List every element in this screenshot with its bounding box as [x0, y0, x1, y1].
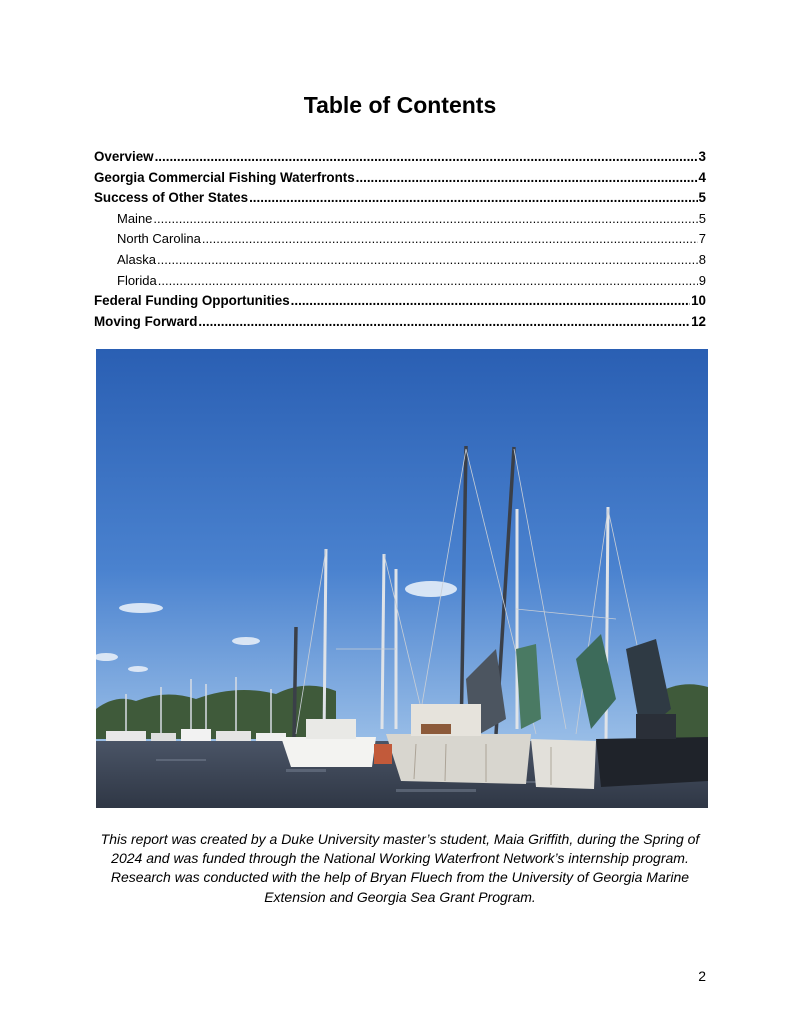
toc-entry-federal-funding[interactable] — [94, 291, 706, 312]
toc-entry-label: Georgia Commercial Fishing Waterfronts — [94, 169, 355, 185]
toc-dot-leader — [202, 229, 698, 250]
toc-dot-leader — [249, 188, 697, 209]
toc-entry-success-other-states[interactable] — [94, 188, 706, 209]
toc-dot-leader — [153, 209, 697, 230]
toc-entry-page: 8 — [698, 251, 706, 267]
toc-dot-leader — [356, 168, 698, 189]
toc-entry-overview[interactable] — [94, 147, 706, 168]
toc-entry-page: 10 — [691, 293, 706, 309]
toc-dot-leader — [291, 291, 690, 312]
toc-entry-maine[interactable] — [94, 209, 706, 230]
toc-entry-label: Maine — [117, 210, 153, 226]
page-number: 2 — [698, 968, 706, 984]
toc-entry-page: 7 — [698, 231, 706, 247]
page-title: Table of Contents — [303, 92, 497, 118]
toc-entry-georgia-waterfronts[interactable] — [94, 168, 706, 189]
toc-entry-north-carolina[interactable] — [94, 229, 706, 250]
toc-entry-label: Federal Funding Opportunities — [94, 293, 290, 309]
toc-entry-page: 12 — [691, 313, 706, 329]
toc-entry-label: Success of Other States — [94, 190, 249, 206]
toc-dot-leader — [158, 271, 698, 292]
toc-dot-leader — [155, 147, 698, 168]
toc-dot-leader — [198, 312, 690, 333]
toc-entry-label: North Carolina — [117, 231, 201, 247]
toc-entry-moving-forward[interactable] — [94, 312, 706, 333]
toc-entry-label: Moving Forward — [94, 313, 198, 329]
toc-entry-page: 5 — [698, 210, 706, 226]
photo-caption: This report was created by a Duke University master’s student, Maia Griffith, during the Spring of 2024 and was funded through the National Working Waterfront Network’s internship program. Research was conducted with the help of Bryan Fluech from the University of Georgia Marine Extension and Georgia Sea Grant Program. — [100, 831, 700, 905]
toc-entry-alaska[interactable] — [94, 250, 706, 271]
toc-entry-page: 5 — [698, 190, 706, 206]
toc-entry-page: 3 — [698, 149, 706, 164]
table-of-contents — [94, 147, 706, 332]
toc-entry-label: Alaska — [117, 251, 157, 267]
toc-entry-label: Florida — [117, 272, 157, 288]
shrimp-boats-harbor-photo — [96, 349, 708, 808]
toc-entry-page: 4 — [698, 169, 706, 185]
toc-entry-label: Overview — [94, 149, 154, 164]
toc-dot-leader — [157, 250, 698, 271]
toc-entry-florida[interactable] — [94, 271, 706, 292]
toc-entry-page: 9 — [698, 272, 706, 288]
